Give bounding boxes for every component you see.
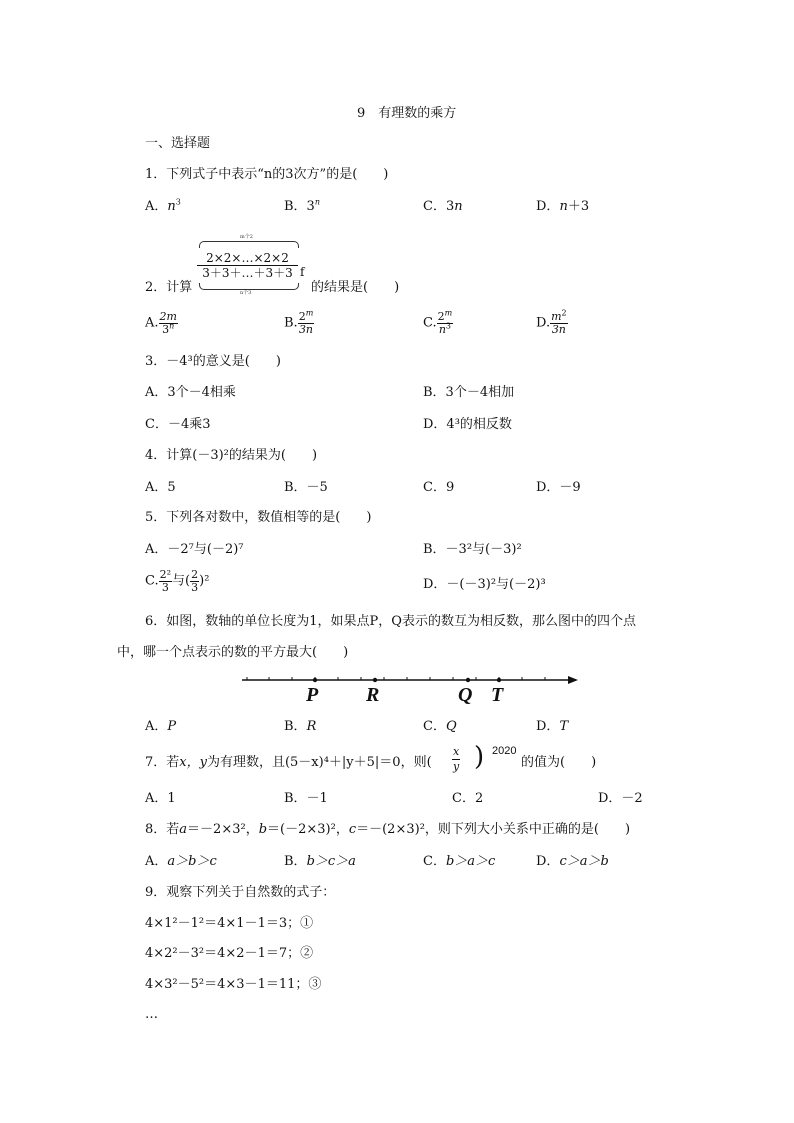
label-r: R: [366, 684, 380, 706]
point-p: [313, 678, 317, 682]
q7-exponent: 2020: [492, 745, 517, 757]
q6-option-c: C．Q: [423, 719, 457, 734]
overbrace: [199, 241, 299, 248]
q8-option-c: C．b＞a＞c: [423, 854, 496, 869]
question-2-prefix: 2．计算: [145, 280, 193, 295]
question-9-stem: 9．观察下列关于自然数的式子：: [145, 885, 336, 900]
q2-denominator: 3＋3＋…＋3＋3: [202, 266, 293, 281]
q5-option-b: B．－3²与(－3)²: [423, 542, 522, 557]
section-heading: 一、选择题: [145, 136, 211, 151]
q6-option-d: D．T: [536, 719, 569, 734]
q7-option-d: D．－2: [598, 791, 643, 806]
q1-option-a: A．$n^3$: [145, 197, 181, 214]
point-r: [373, 678, 377, 682]
q9-equation-1: 4×1²－1²＝4×1－1＝3；①: [145, 916, 314, 931]
question-3-stem: 3．－4³的意义是( ): [145, 354, 281, 369]
number-line: [240, 668, 585, 708]
label-p: P: [306, 684, 319, 706]
q2-paren-mark: f: [300, 265, 305, 279]
question-5-stem: 5．下列各对数中，数值相等的是( ): [145, 510, 372, 525]
q5-option-a: A．－2⁷与(－2)⁷: [145, 542, 244, 557]
q7-option-a: A．1: [145, 791, 176, 806]
q5-option-d: D．－(－3)²与(－2)³: [423, 577, 546, 592]
number-line-arrow: [568, 676, 578, 684]
q6-option-b: B．R: [284, 719, 317, 734]
q1-option-d: D．n＋3: [536, 199, 590, 214]
q3-option-d: D．4³的相反数: [423, 417, 512, 432]
q4-option-b: B．－5: [284, 480, 328, 495]
point-q: [466, 678, 470, 682]
question-1-stem: 1．下列式子中表示“n的3次方”的是( ): [145, 167, 389, 182]
q2-option-d: D. $\frac{m^2}{3n}$: [536, 308, 567, 336]
q4-option-d: D．－9: [536, 480, 581, 495]
q8-option-d: D．c＞a＞b: [536, 854, 609, 869]
question-2-suffix: 的结果是( ): [311, 280, 400, 295]
label-q: Q: [458, 684, 473, 706]
q2-option-a: A. $\frac{2m}{3^n}$: [145, 310, 177, 336]
q2-option-b: B. $\frac{2^m}{3n}$: [284, 308, 314, 336]
question-4-stem: 4．计算(－3)²的结果为( ): [145, 448, 318, 463]
q2-option-c: C. $\frac{2^m}{n^3}$: [423, 308, 453, 336]
underbrace-label: n个3: [240, 290, 252, 296]
question-8-stem: 8．若a＝－2×3²，b＝(－2×3)²，c＝－(2×3)²，则下列大小关系中正确的是( ): [145, 822, 631, 837]
q8-option-a: A．a＞b＞c: [145, 854, 217, 869]
q2-numerator: 2×2×…×2×2: [197, 251, 298, 266]
q9-ellipsis: …: [145, 1007, 158, 1022]
page-title: 9 有理数的乘方: [357, 106, 457, 121]
q4-option-a: A．5: [145, 480, 176, 495]
q6-option-a: A．P: [145, 719, 177, 734]
overbrace-label: m个2: [240, 234, 253, 240]
question-6-stem-line2: 中，哪一个点表示的数的平方最大( ): [117, 645, 349, 660]
q7-fraction: x y: [453, 745, 460, 773]
q1-option-b: B．3$^n$: [284, 197, 320, 214]
question-7-stem: 7．若x，y为有理数，且(5－x)⁴＋|y＋5|＝0，则(: [145, 755, 432, 770]
q7-option-b: B．－1: [284, 791, 328, 806]
q5-option-c: C. $\frac{\text{2²}}{3}$ 与( $\frac{2}{3}$ )²: [145, 568, 210, 594]
q3-option-a: A．3个－4相乘: [145, 385, 236, 400]
q9-equation-3: 4×3²－5²＝4×3－1＝11；③: [145, 977, 322, 992]
q9-equation-2: 4×2²－3²＝4×2－1＝7；②: [145, 946, 314, 961]
point-t: [497, 678, 501, 682]
q8-option-b: B．b＞c＞a: [284, 854, 356, 869]
q1-option-c: C．3n: [423, 199, 463, 214]
q7-option-c: C．2: [452, 791, 484, 806]
q4-option-c: C．9: [423, 480, 455, 495]
q3-option-b: B．3个－4相加: [423, 385, 515, 400]
label-t: T: [491, 684, 504, 706]
q2-big-fraction: [197, 251, 298, 281]
question-7-suffix: 的值为( ): [521, 755, 597, 770]
question-6-stem-line1: 6．如图，数轴的单位长度为1，如果点P，Q表示的数互为相反数，那么图中的四个点: [145, 614, 636, 629]
q7-close-paren: ): [474, 742, 485, 772]
q3-option-c: C．－4乘3: [145, 417, 211, 432]
